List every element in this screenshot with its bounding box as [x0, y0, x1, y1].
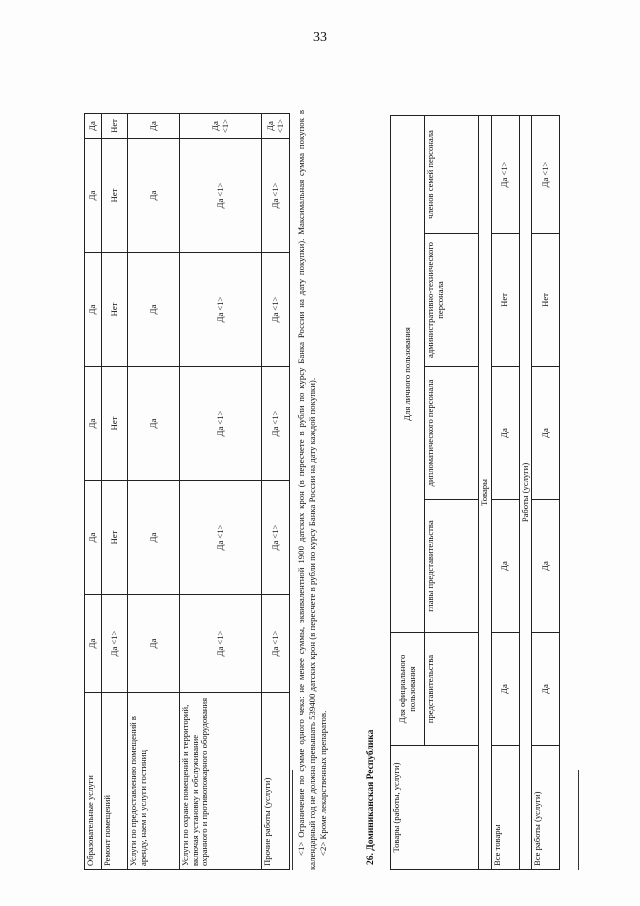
row-label: Услуги по предоставлению помещений в аренду, наем и услуги гостиниц	[128, 693, 180, 870]
row-label: Ремонт помещений	[102, 693, 128, 870]
cell-value: Нет	[102, 367, 128, 481]
table-row	[128, 114, 180, 870]
band-goods: Товары	[479, 115, 492, 869]
dominican-table	[390, 115, 560, 870]
cell-value: Да	[85, 114, 102, 139]
cell-value: Да	[491, 367, 519, 500]
row-label: Все товары	[491, 746, 519, 870]
band-row	[519, 115, 532, 869]
header-goods: Товары (работы, услуги)	[391, 746, 479, 870]
cell-value: Да	[491, 633, 519, 746]
cell-value: Да <1>	[262, 367, 290, 481]
table-row	[491, 115, 519, 869]
table-row	[102, 114, 128, 870]
cell-value: Да	[85, 253, 102, 367]
table-row	[262, 114, 290, 870]
cell-value: Да	[85, 139, 102, 253]
footnote-separator	[292, 770, 293, 870]
footnote-2: <2> Кроме лекарственных препаратов.	[317, 710, 328, 856]
cell-value: Нет	[102, 139, 128, 253]
cell-value: Да	[532, 633, 560, 746]
band-row	[479, 115, 492, 869]
cell-value: Да <1>	[262, 595, 290, 693]
cell-value: Да	[128, 114, 180, 139]
cell-value: Да	[128, 139, 180, 253]
cell-value: Да <1>	[180, 139, 262, 253]
cell-value: Да	[128, 367, 180, 481]
cell-value: Да	[532, 367, 560, 500]
page-number: 33	[313, 30, 327, 45]
cell-value: Да <1>	[262, 481, 290, 595]
subheader-cell: представительства	[425, 633, 479, 746]
header-personal: Для личного пользования	[391, 115, 425, 632]
cell-value: Да <1>	[180, 114, 262, 139]
cell-value: Да	[532, 500, 560, 633]
cell-value: Нет	[491, 234, 519, 367]
footnotes	[292, 110, 329, 870]
cell-value: Да	[128, 595, 180, 693]
cell-value: Да	[128, 481, 180, 595]
footnote-1: <1> Ограничение по сумме одного чека: не менее суммы, эквивалентной 1900 датских крон (в пересчете в рубли по курсу Банка России на дату покупки). Максимальная сумма покупок в календарный год не должна превышать 539400 датских крон (в пересчете в рубли по курсу Банка России на дату каждой покупки).	[296, 110, 317, 870]
row-label: Прочие работы (услуги)	[262, 693, 290, 870]
subheader-cell: административно-технического персонала	[425, 234, 479, 367]
cell-value: Нет	[532, 234, 560, 367]
header-official: Для официального пользования	[391, 633, 425, 746]
cell-value: Да <1>	[180, 481, 262, 595]
row-label: Услуги по охране помещений и территорий, включая установку и обслуживание охранного и противопожарного оборудования	[180, 693, 262, 870]
cell-value: Да <1>	[262, 114, 290, 139]
services-table	[84, 113, 290, 870]
cell-value: Да <1>	[180, 595, 262, 693]
table-row	[532, 115, 560, 869]
cell-value: Да <1>	[180, 367, 262, 481]
cell-value: Да <1>	[262, 139, 290, 253]
subheader-cell: главы представительства	[425, 500, 479, 633]
cell-value: Да <1>	[491, 115, 519, 233]
cell-value: Да <1>	[262, 253, 290, 367]
row-label: Образовательные услуги	[85, 693, 102, 870]
cell-value: Да	[85, 595, 102, 693]
table-row	[180, 114, 262, 870]
table-row	[85, 114, 102, 870]
cell-value: Да	[491, 500, 519, 633]
section-title: 26. Доминиканская Республика	[366, 729, 376, 865]
cell-value: Да	[85, 481, 102, 595]
cell-value: Да <1>	[180, 253, 262, 367]
cell-value: Да	[128, 253, 180, 367]
cell-value: Да	[85, 367, 102, 481]
row-label: Все работы (услуги)	[532, 746, 560, 870]
subheader-cell: дипломатического персонала	[425, 367, 479, 500]
header-row	[391, 115, 425, 869]
cell-value: Да <1>	[102, 595, 128, 693]
cell-value: Нет	[102, 481, 128, 595]
cell-value: Нет	[102, 253, 128, 367]
cell-value: Да <1>	[532, 115, 560, 233]
cell-value: Нет	[102, 114, 128, 139]
band-works: Работы (услуги)	[519, 115, 532, 869]
footnote-separator	[578, 770, 579, 870]
subheader-cell: членов семей персонала	[425, 115, 479, 233]
